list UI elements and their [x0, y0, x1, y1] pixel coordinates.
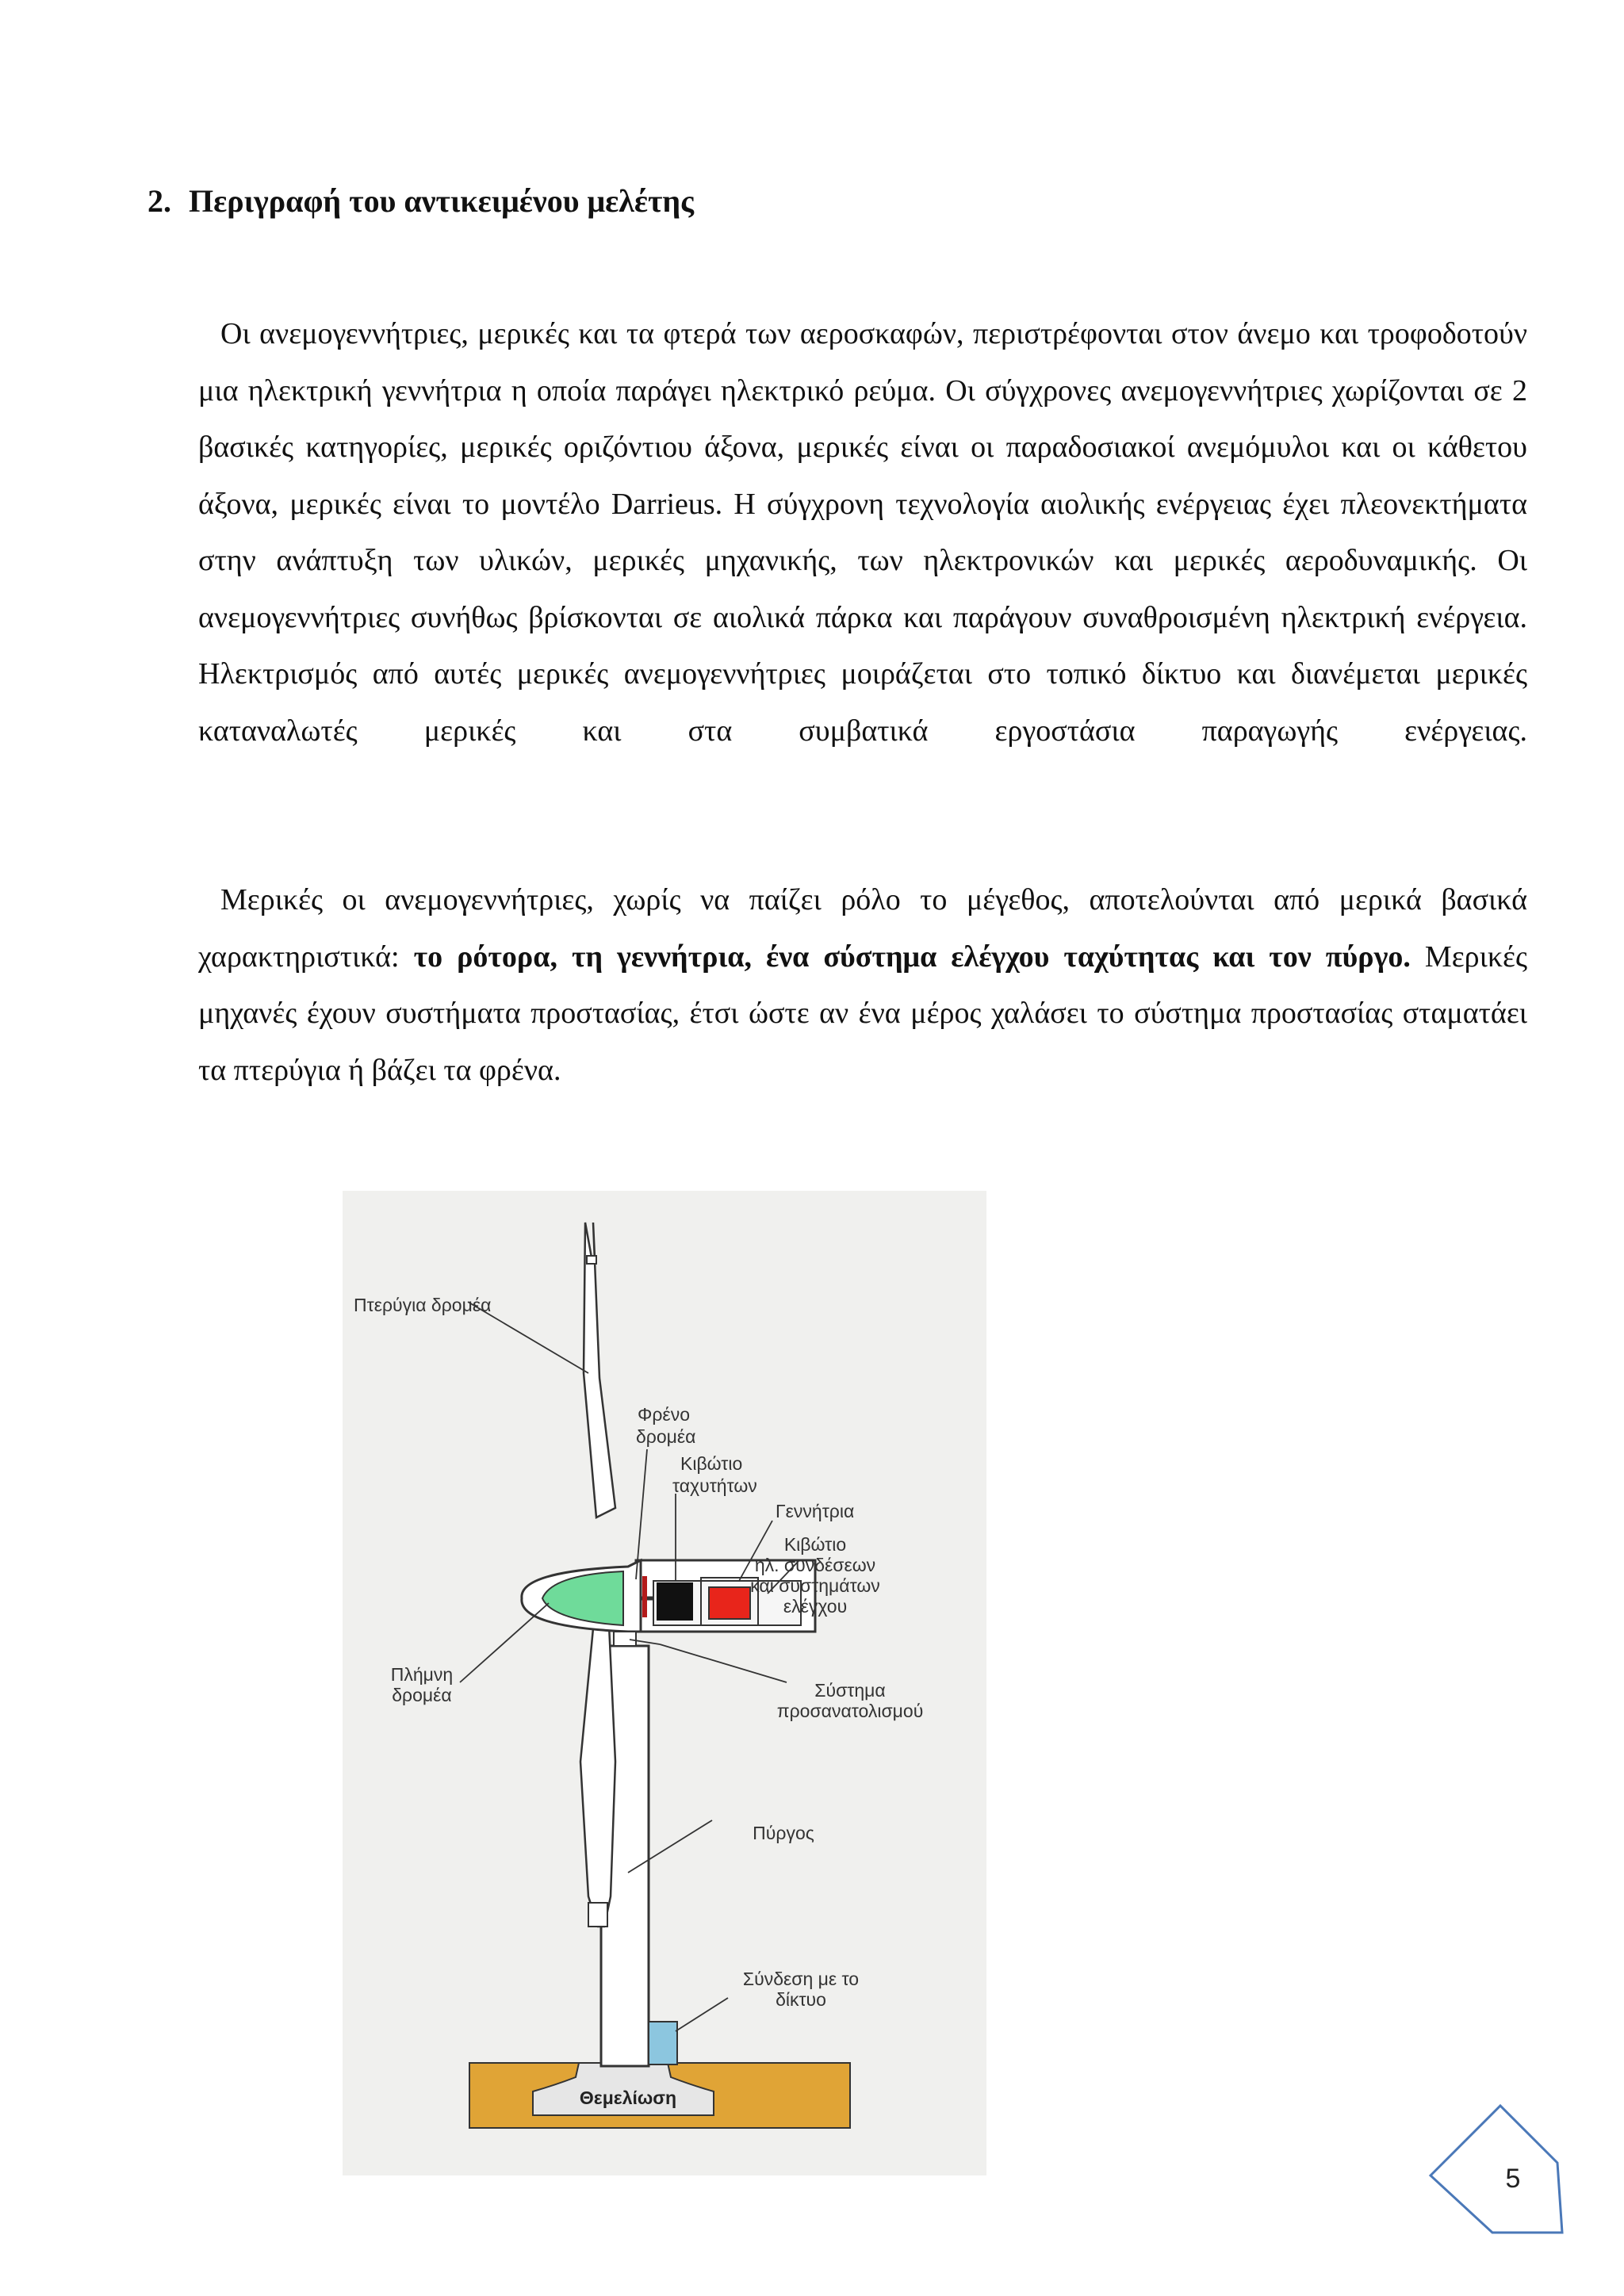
label-hub-line-2: δρομέα: [392, 1685, 452, 1705]
rotor-brake: [642, 1576, 647, 1617]
section-heading: [147, 182, 694, 220]
label-generator: Γεννήτρια: [776, 1501, 855, 1521]
paragraph-1-text: Οι ανεμογεννήτριες, μερικές και τα φτερά των αεροσκαφών, περιστρέφονται στον άνεμο και τροφοδοτούν μια ηλεκτρική γεννήτρια η οποία παράγει ηλεκτρικό ρεύμα. Οι σύγχρονες ανεμογεννήτριες χωρίζονται σε 2 βασικές κατηγορίες, μερικές οριζόντιου άξονα, μερικές είναι οι παραδοσιακοί ανεμόμυλοι και οι κάθετου άξονα, μερικές είναι το μοντέλο Darrieus. Η σύγχρονη τεχνολογία αιολικής ενέργειας έχει πλεονεκτήματα στην ανάπτυξη των υλικών, μερικές μηχανικής, των ηλεκτρονικών και μερικές αεροδυναμικής. Οι ανεμογεννήτριες συνήθως βρίσκονται σε αιολικά πάρκα και παράγουν συναθροισμένη ηλεκτρική ενέργεια. Ηλεκτρισμός από αυτές μερικές ανεμογεννήτριες μοιράζεται στο τοπικό δίκτυο και διανέμεται μερικές καταναλωτές μερικές και στα συμβατικά εργοστάσια παραγωγής ενέργειας.: [198, 317, 1527, 748]
lower-blade: [580, 1625, 615, 1927]
label-brake-line-2: δρομέα: [636, 1426, 696, 1447]
upper-blade: [584, 1223, 615, 1517]
grid-connection-box: [649, 2022, 677, 2064]
paragraph-2-bold: το ρότορα, τη γεννήτρια, ένα σύστημα ελέγχου ταχύτητας και τον πύργο.: [413, 939, 1411, 974]
label-yaw-line-1: Σύστημα: [814, 1680, 886, 1701]
label-blades: Πτερύγια δρομέα: [354, 1295, 492, 1315]
section-number: 2.: [147, 183, 171, 219]
gearbox: [657, 1582, 693, 1621]
label-controlbox-line-1: Κιβώτιο: [783, 1534, 847, 1555]
paragraph-2-rest: Μερικές μηχανές έχουν συστήματα προστασίας, έτσι ώστε αν ένα μέρος χαλάσει το σύστημα προστασίας σταματάει τα πτερύγια ή βάζει τα φρένα.: [198, 939, 1527, 1087]
yaw-system: [614, 1632, 636, 1646]
label-tower: Πύργος: [753, 1823, 814, 1843]
paragraph-wind-turbine-components: [198, 872, 1527, 1099]
wind-turbine-diagram: [343, 1191, 986, 2175]
label-hub-line-1: Πλήμνη: [390, 1664, 454, 1685]
wind-turbine-diagram-svg: [343, 1191, 986, 2175]
label-gearbox-line-1: Κιβώτιο: [680, 1453, 743, 1474]
label-controlbox-line-2: ηλ. συνδέσεων: [754, 1555, 876, 1575]
paragraph-wind-turbines-intro: [198, 306, 1527, 760]
lower-blade-tip: [588, 1903, 607, 1927]
label-grid-line-2: δίκτυο: [776, 1989, 826, 2010]
paragraph-2-intro: Μερικές οι ανεμογεννήτριες, χωρίς να παίζει ρόλο το μέγεθος, αποτελούνται από μερικά βασικά χαρακτηριστικά:: [198, 883, 1527, 974]
upper-blade-tip: [587, 1256, 596, 1264]
page-number: 5: [1505, 2164, 1521, 2194]
label-controlbox-line-4: ελέγχου: [783, 1596, 848, 1617]
label-controlbox-line-3: και συστημάτων: [750, 1575, 880, 1596]
label-gearbox-line-2: ταχυτήτων: [672, 1475, 757, 1496]
section-title: Περιγραφή του αντικειμένου μελέτης: [189, 183, 694, 219]
label-grid-line-1: Σύνδεση με το: [742, 1969, 860, 1989]
label-brake-line-1: Φρένο: [638, 1404, 690, 1425]
generator: [709, 1587, 750, 1619]
label-foundation: Θεμελίωση: [579, 2087, 677, 2108]
label-yaw-line-2: προσανατολισμού: [776, 1701, 924, 1721]
